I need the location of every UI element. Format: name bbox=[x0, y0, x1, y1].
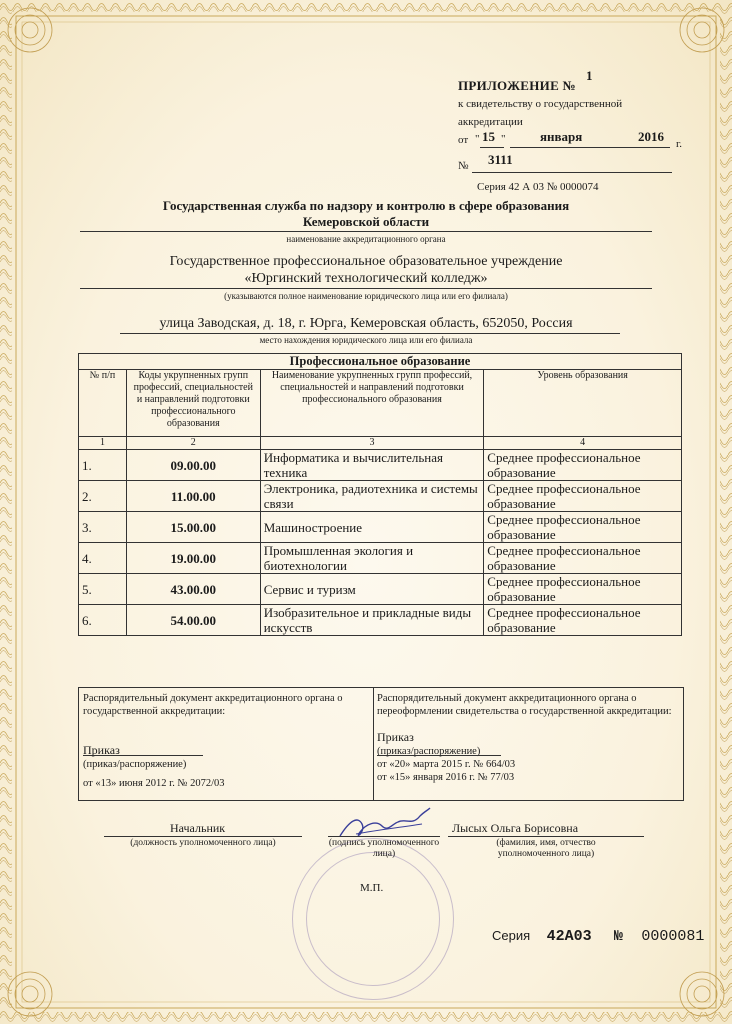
row-level: Среднее профессиональное образование bbox=[484, 543, 682, 574]
row-index: 6. bbox=[79, 605, 127, 636]
day-underline bbox=[480, 147, 504, 148]
signature-underline bbox=[328, 836, 440, 837]
annex-title-text: ПРИЛОЖЕНИЕ bbox=[458, 78, 560, 93]
row-name: Электроника, радиотехника и системы связи bbox=[260, 481, 484, 512]
authority-name bbox=[80, 198, 652, 230]
year-suffix: г. bbox=[676, 138, 683, 150]
serial-number: 0000081 bbox=[641, 928, 705, 945]
reissue-doc-type-caption: (приказ/распоряжение) bbox=[377, 746, 481, 757]
row-code: 43.00.00 bbox=[126, 574, 260, 605]
row-name: Промышленная экология и биотехнологии bbox=[260, 543, 484, 574]
reissue-doc-heading: Распорядительный документ аккредитационного органа о переоформлении свидетельства о государственной аккредитации: bbox=[377, 693, 672, 717]
address-caption: место нахождения юридического лица или его филиала bbox=[259, 335, 473, 345]
authority-name-line1: Государственная служба по надзору и контролю в сфере образования bbox=[162, 198, 570, 213]
quote-close: " bbox=[501, 133, 506, 145]
organization-caption: (указываются полное наименование юридического лица или его филиала) bbox=[224, 291, 508, 301]
from-label: от bbox=[458, 134, 469, 146]
table-row bbox=[79, 450, 682, 481]
reissue-doc-type: Приказ bbox=[377, 730, 414, 744]
authority-name-line2: Кемеровской области bbox=[302, 214, 430, 229]
annex-to-line2: аккредитации bbox=[458, 116, 523, 128]
row-name: Сервис и туризм bbox=[260, 574, 484, 605]
row-level: Среднее профессиональное образование bbox=[484, 605, 682, 636]
annex-series: Серия 42 А 03 № 0000074 bbox=[477, 181, 599, 193]
name-caption: (фамилия, имя, отчество уполномоченного лица) bbox=[496, 838, 596, 859]
reissue-doc-date-1: от «20» марта 2015 г. № 664/03 bbox=[377, 759, 516, 770]
row-index: 5. bbox=[79, 574, 127, 605]
address-underline bbox=[120, 333, 620, 334]
row-code: 11.00.00 bbox=[126, 481, 260, 512]
col-number: 1 bbox=[79, 437, 127, 450]
row-index: 1. bbox=[79, 450, 127, 481]
accreditation-doc-heading: Распорядительный документ аккредитационного органа о государственной аккредитации: bbox=[83, 693, 343, 717]
date-year: 2016 bbox=[638, 129, 664, 144]
organization-line1: Государственное профессиональное образовательное учреждение bbox=[169, 254, 563, 269]
table-title-row bbox=[79, 354, 682, 370]
date-day: 15 bbox=[482, 129, 495, 144]
name-underline bbox=[448, 836, 644, 837]
row-name: Машиностроение bbox=[260, 512, 484, 543]
table-row bbox=[79, 481, 682, 512]
header-code: Коды укрупненных групп профессий, специальностей и направлений подготовки профессионального образования bbox=[126, 370, 260, 437]
row-name: Изобразительное и прикладные виды искусств bbox=[260, 605, 484, 636]
accreditation-doc-date: от «13» июня 2012 г. № 2072/03 bbox=[83, 778, 225, 789]
stamp-place: М.П. bbox=[360, 882, 384, 894]
quote-open: " bbox=[475, 133, 480, 145]
form-serial bbox=[492, 928, 704, 945]
row-code: 19.00.00 bbox=[126, 543, 260, 574]
signer-name: Лысых Ольга Борисовна bbox=[452, 821, 579, 835]
date-month: января bbox=[540, 129, 583, 144]
accreditation-document bbox=[79, 688, 374, 800]
serial-series: 42А03 bbox=[546, 928, 592, 945]
col-number: 2 bbox=[126, 437, 260, 450]
annex-number: 1 bbox=[586, 68, 593, 83]
organization-name bbox=[80, 253, 652, 287]
row-index: 3. bbox=[79, 512, 127, 543]
signer-position: Начальник bbox=[170, 821, 226, 835]
col-number: 3 bbox=[260, 437, 484, 450]
table-header-row bbox=[79, 370, 682, 437]
month-underline bbox=[510, 147, 670, 148]
reissue-doc-date-2: от «15» января 2016 г. № 77/03 bbox=[377, 772, 515, 783]
row-level: Среднее профессиональное образование bbox=[484, 512, 682, 543]
doc-type-underline bbox=[83, 755, 203, 756]
doc-type-underline bbox=[377, 755, 501, 756]
position-caption: (должность уполномоченного лица) bbox=[130, 838, 276, 848]
authority-caption: наименование аккредитационного органа bbox=[286, 234, 446, 244]
signature-caption: (подпись уполномоченного лица) bbox=[328, 838, 440, 859]
annex-num-sign: № bbox=[562, 78, 576, 93]
reg-num-label: № bbox=[458, 160, 469, 172]
table-row bbox=[79, 605, 682, 636]
authority-underline bbox=[80, 231, 652, 232]
annex-to-line1: к свидетельству о государственной bbox=[458, 98, 623, 110]
education-programs-table bbox=[78, 353, 682, 636]
col-number: 4 bbox=[484, 437, 682, 450]
table-row bbox=[79, 512, 682, 543]
header-level: Уровень образования bbox=[484, 370, 682, 437]
reg-number: 3111 bbox=[488, 152, 513, 167]
accreditation-doc-type: Приказ bbox=[83, 743, 120, 757]
row-index: 4. bbox=[79, 543, 127, 574]
serial-num-sign: № bbox=[613, 928, 623, 945]
row-name: Информатика и вычислительная техника bbox=[260, 450, 484, 481]
organization-line2: «Юргинский технологический колледж» bbox=[244, 271, 488, 286]
header-name: Наименование укрупненных групп профессий, специальностей и направлений подготовки профессионального образования bbox=[260, 370, 484, 437]
row-code: 15.00.00 bbox=[126, 512, 260, 543]
serial-label: Серия bbox=[492, 928, 531, 943]
reissue-document bbox=[373, 688, 681, 800]
row-code: 54.00.00 bbox=[126, 605, 260, 636]
table-row bbox=[79, 543, 682, 574]
address: улица Заводская, д. 18, г. Юрга, Кемеровская область, 652050, Россия bbox=[159, 316, 573, 331]
accreditation-doc-type-caption: (приказ/распоряжение) bbox=[83, 759, 187, 770]
administrative-documents-box bbox=[78, 687, 684, 801]
reg-number-underline bbox=[472, 172, 672, 173]
row-level: Среднее профессиональное образование bbox=[484, 574, 682, 605]
annex-title bbox=[458, 78, 576, 94]
position-underline bbox=[104, 836, 302, 837]
header-num: № п/п bbox=[79, 370, 127, 437]
column-number-row bbox=[79, 437, 682, 450]
row-level: Среднее профессиональное образование bbox=[484, 450, 682, 481]
table-row bbox=[79, 574, 682, 605]
organization-underline bbox=[80, 288, 652, 289]
official-seal-inner bbox=[306, 852, 440, 986]
row-code: 09.00.00 bbox=[126, 450, 260, 481]
row-level: Среднее профессиональное образование bbox=[484, 481, 682, 512]
row-index: 2. bbox=[79, 481, 127, 512]
table-title: Профессиональное образование bbox=[79, 354, 682, 370]
